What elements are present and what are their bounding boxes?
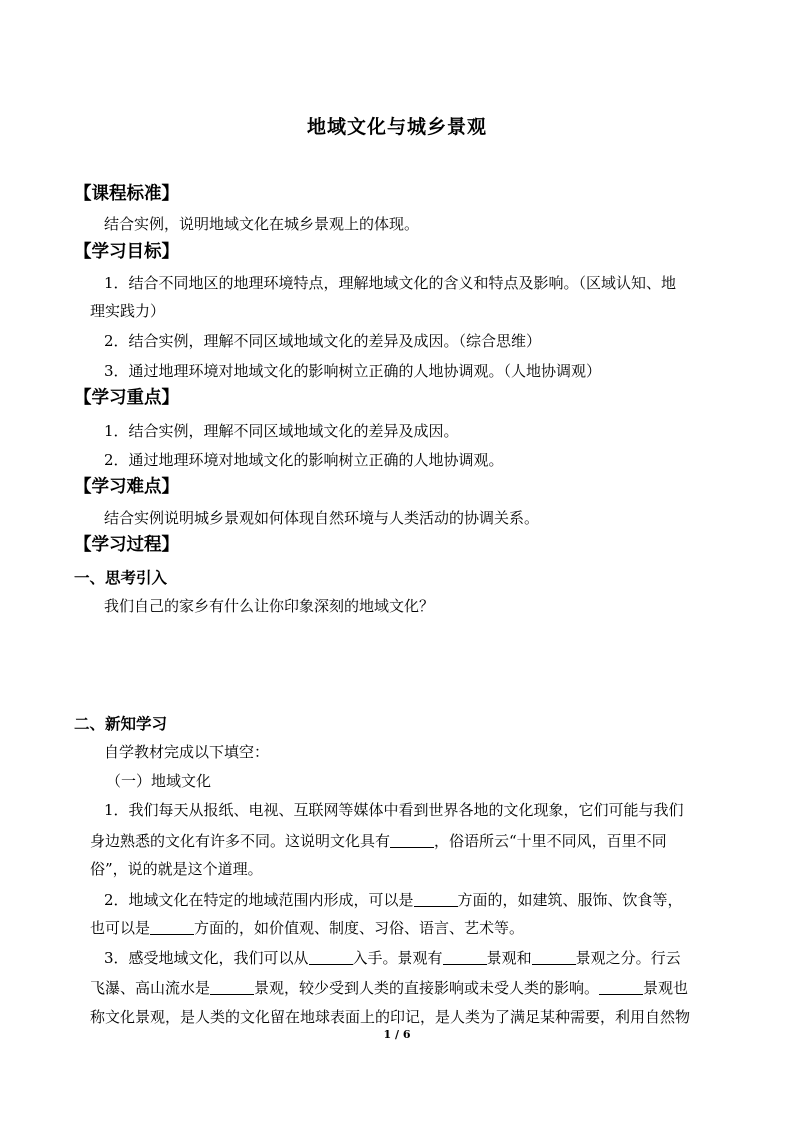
page-number: 1 / 6 (383, 1028, 411, 1041)
process-heading: 【学习过程】 (74, 535, 179, 555)
q2-line-1: 2．地域文化在特定的地域范围内形成，可以是 方面的，如建筑、服饰、饮食等， (104, 891, 683, 909)
fill-blank[interactable] (150, 920, 194, 935)
fill-blank[interactable] (599, 980, 643, 995)
fill-blank[interactable] (309, 950, 353, 965)
fill-blank[interactable] (210, 980, 254, 995)
q1-line-1: 1．我们每天从报纸、电视、互联网等媒体中看到世界各地的文化现象，它们可能与我们 (104, 801, 684, 819)
difficulty-heading: 【学习难点】 (74, 477, 179, 497)
key-heading: 【学习重点】 (74, 388, 179, 408)
q3-line-1: 3．感受地域文化，我们可以从 入手。景观有 景观和 景观之分。行云 (104, 949, 681, 967)
key-2: 2．通过地理环境对地域文化的影响树立正确的人地协调观。 (104, 451, 504, 469)
q3-line-2: 飞瀑、高山流水是 景观，较少受到人类的直接影响或未受人类的影响。 景观也 (90, 979, 689, 997)
fill-blank[interactable] (532, 950, 576, 965)
fill-blank[interactable] (414, 892, 458, 907)
goal-3: 3．通过地理环境对地域文化的影响树立正确的人地协调观。（人地协调观） (104, 362, 602, 380)
fill-blank[interactable] (443, 950, 487, 965)
q1-line-2: 身边熟悉的文化有许多不同。这说明文化具有 ，俗语所云“十里不同风，百里不同 (90, 832, 667, 850)
q1-line-3: 俗”，说的就是这个道理。 (90, 860, 263, 878)
sub1-heading: （一）地域文化 (106, 772, 212, 790)
key-1: 1．结合实例，理解不同区域地域文化的差异及成因。 (104, 422, 459, 440)
fill-blank[interactable] (390, 833, 434, 848)
goals-heading: 【学习目标】 (74, 242, 179, 262)
goal-1-line-2: 理实践力） (90, 302, 166, 320)
standard-text: 结合实例，说明地域文化在城乡景观上的体现。 (104, 215, 420, 233)
standard-heading: 【课程标准】 (74, 184, 179, 204)
part2-heading: 二、新知学习 (74, 714, 168, 733)
goal-2: 2．结合实例，理解不同区域地域文化的差异及成因。（综合思维） (104, 332, 542, 350)
part1-heading: 一、思考引入 (74, 568, 168, 587)
goal-1-line-1: 1．结合不同地区的地理环境特点，理解地域文化的含义和特点及影响。（区域认知、地 (104, 274, 677, 292)
part2-intro: 自学教材完成以下填空： (104, 743, 270, 761)
part1-question: 我们自己的家乡有什么让你印象深刻的地域文化？ (104, 597, 435, 615)
page-title: 地域文化与城乡景观 (306, 116, 487, 138)
q3-line-3: 称文化景观，是人类的文化留在地球表面上的印记，是人类为了满足某种需要，利用自然物 (90, 1008, 691, 1026)
difficulty-text: 结合实例说明城乡景观如何体现自然环境与人类活动的协调关系。 (104, 509, 540, 527)
q2-line-2: 也可以是 方面的，如价值观、制度、习俗、语言、艺术等。 (90, 919, 525, 937)
